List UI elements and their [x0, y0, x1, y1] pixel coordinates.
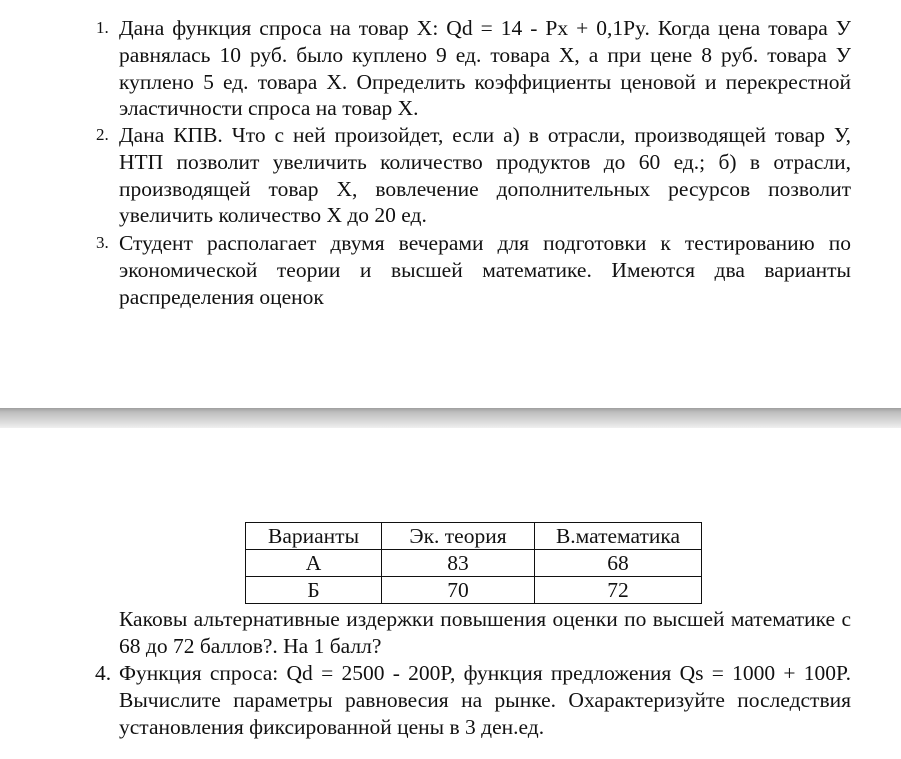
task-3-text: Студент располагает двумя вечерами для подготовки к тестированию по экономической теории и высшей математике. Имеются два варианты распределения оценок: [119, 231, 851, 309]
table-header-cell: Варианты: [246, 523, 382, 550]
table-header-cell: Эк. теория: [382, 523, 535, 550]
item-number-1: 1.: [96, 18, 109, 37]
table-cell: А: [246, 550, 382, 577]
task-4-text: Функция спроса: Qd = 2500 - 200P, функция предложения Qs = 1000 + 100P. Вычислите параметры равновесия на рынке. Охарактеризуйте последствия установления фиксированной цены в 3 ден.ед.: [119, 661, 851, 739]
table-row: [246, 550, 702, 577]
table-cell: Б: [246, 577, 382, 604]
task-3-question: Каковы альтернативные издержки повышения оценки по высшей математике с 68 до 72 баллов?. На 1 балл?: [119, 607, 851, 658]
table-row: [246, 577, 702, 604]
table-header-cell: В.математика: [535, 523, 702, 550]
page-break-divider: [0, 408, 901, 428]
table-cell: 68: [535, 550, 702, 577]
item-number-4: 4.: [95, 661, 112, 685]
item-number-2: 2.: [96, 125, 109, 144]
grade-distribution-table: [245, 522, 702, 604]
table-header-row: [246, 523, 702, 550]
task-2-text: Дана КПВ. Что с ней произойдет, если а) в отрасли, производящей товар У, НТП позволит увеличить количество продуктов до 60 ед.; б) в отрасли, производящей товар X, вовлечение дополнительных ресурсов позволит увеличить количество X до 20 ед.: [119, 123, 851, 228]
item-number-3: 3.: [96, 233, 109, 252]
table-cell: 83: [382, 550, 535, 577]
table-cell: 70: [382, 577, 535, 604]
table-cell: 72: [535, 577, 702, 604]
task-1-text: Дана функция спроса на товар X: Qd = 14 - Px + 0,1Py. Когда цена товара У равнялась 10 руб. было куплено 9 ед. товара X, а при цене 8 руб. товара У куплено 5 ед. товара X. Определить коэффициенты ценовой и перекрестной эластичности спроса на товар X.: [119, 16, 851, 121]
